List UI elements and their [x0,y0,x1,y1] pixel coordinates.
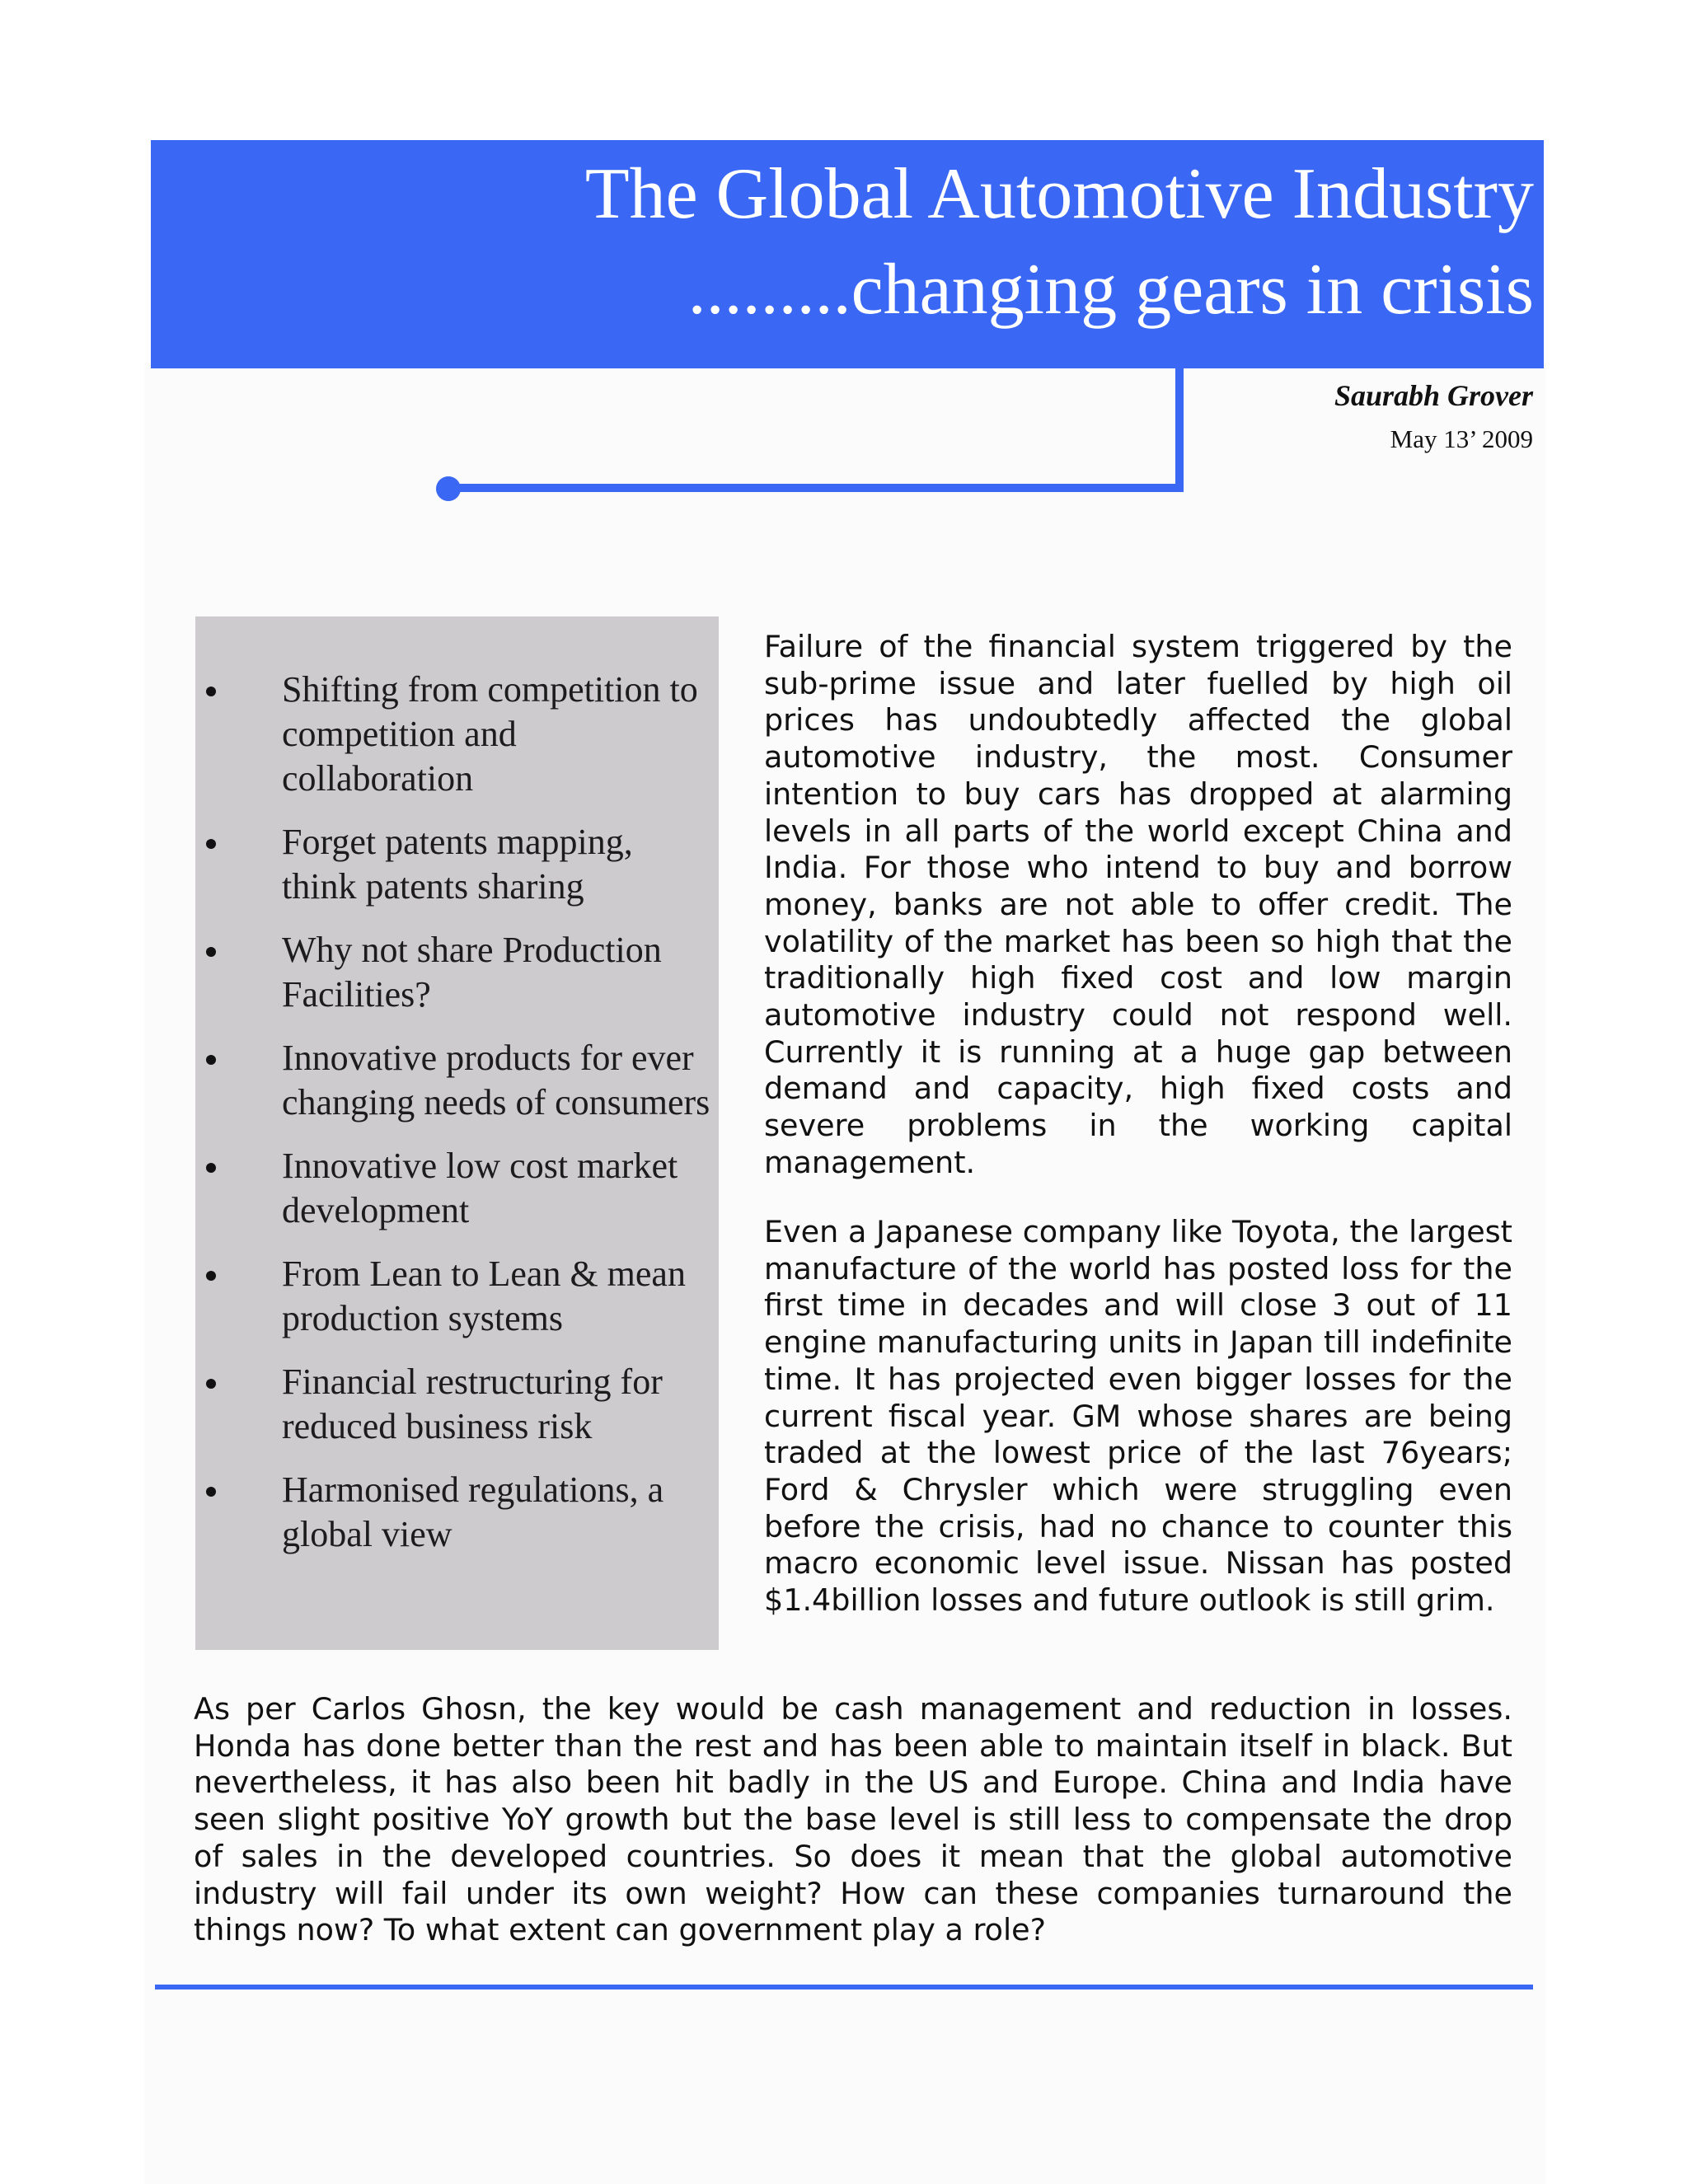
key-point-item [195,668,710,801]
body-paragraph-toyota: Even a Japanese company like Toyota, the largest manufacture of the world has posted loss for the first time in decades and will close 3 out of 11 engine manufacturing units in Japan till indefinite time. It has projected even bigger losses for the current fiscal year. GM whose shares are being traded at the lowest price of the last 76years; Ford & Chrysler which were struggling even before the crisis, had no chance to counter this macro economic level issue. Nissan has posted $1.4billion losses and future outlook is still grim. [764,1214,1512,1619]
key-point-text: Innovative products for ever changing needs of consumers [282,1038,710,1122]
connector-horizontal-line [450,484,1184,492]
page-subtitle: .........changing gears in crisis [687,250,1534,330]
bullet-icon [206,947,216,957]
key-point-item [195,1468,710,1557]
key-point-text: Why not share Production Facilities? [282,930,662,1015]
body-paragraph-intro: Failure of the financial system triggered by the sub-prime issue and later fuelled by high oil prices has undoubtedly affected the global automotive industry, the most. Consumer intention to buy cars has dropped at alarming levels in all parts of the world except China and India. For those who intend to buy and borrow money, banks are not able to offer credit. The volatility of the market has been so high that the traditionally high fixed cost and low margin automotive industry could not respond well. Currently it is running at a huge gap between demand and capacity, high fixed costs and severe problems in the working capital management. [764,629,1512,1180]
bullet-icon [206,687,216,696]
key-point-item [195,820,710,909]
publish-date: May 13’ 2009 [1390,424,1533,453]
title-banner [151,140,1544,368]
page-title: The Global Automotive Industry [584,154,1534,234]
key-point-item [195,1144,710,1233]
key-points-list [195,668,710,1557]
key-point-text: Shifting from competition to competition and collaboration [282,669,698,799]
key-point-item [195,928,710,1017]
key-point-text: Financial restructuring for reduced business risk [282,1361,663,1446]
key-point-text: Harmonised regulations, a global view [282,1469,664,1554]
key-points-sidebar [195,616,719,1650]
bullet-icon [206,1055,216,1065]
bullet-icon [206,1271,216,1281]
bullet-icon [206,1487,216,1497]
bullet-icon [206,1379,216,1389]
bullet-icon [206,839,216,849]
connector-vertical-line [1175,368,1184,492]
key-point-text: Forget patents mapping, think patents sharing [282,822,633,907]
footer-divider [155,1985,1533,1990]
bullet-icon [206,1163,216,1173]
body-paragraph-outlook: As per Carlos Ghosn, the key would be cash management and reduction in losses. Honda has done better than the rest and has been able to maintain itself in black. But nevertheless, it has also been hit badly in the US and Europe. China and India have seen slight positive YoY growth but the base level is still less to compensate the drop of sales in the developed countries. So does it mean that the global automotive industry will fail under its own weight? How can these companies turnaround the things now? To what extent can government play a role? [194,1691,1512,1948]
connector-dot [436,476,461,501]
key-point-text: Innovative low cost market development [282,1146,678,1230]
key-point-item [195,1036,710,1125]
key-point-item [195,1252,710,1341]
author-name: Saurabh Grover [1334,379,1533,412]
key-point-item [195,1360,710,1449]
key-point-text: From Lean to Lean & mean production systems [282,1254,686,1338]
